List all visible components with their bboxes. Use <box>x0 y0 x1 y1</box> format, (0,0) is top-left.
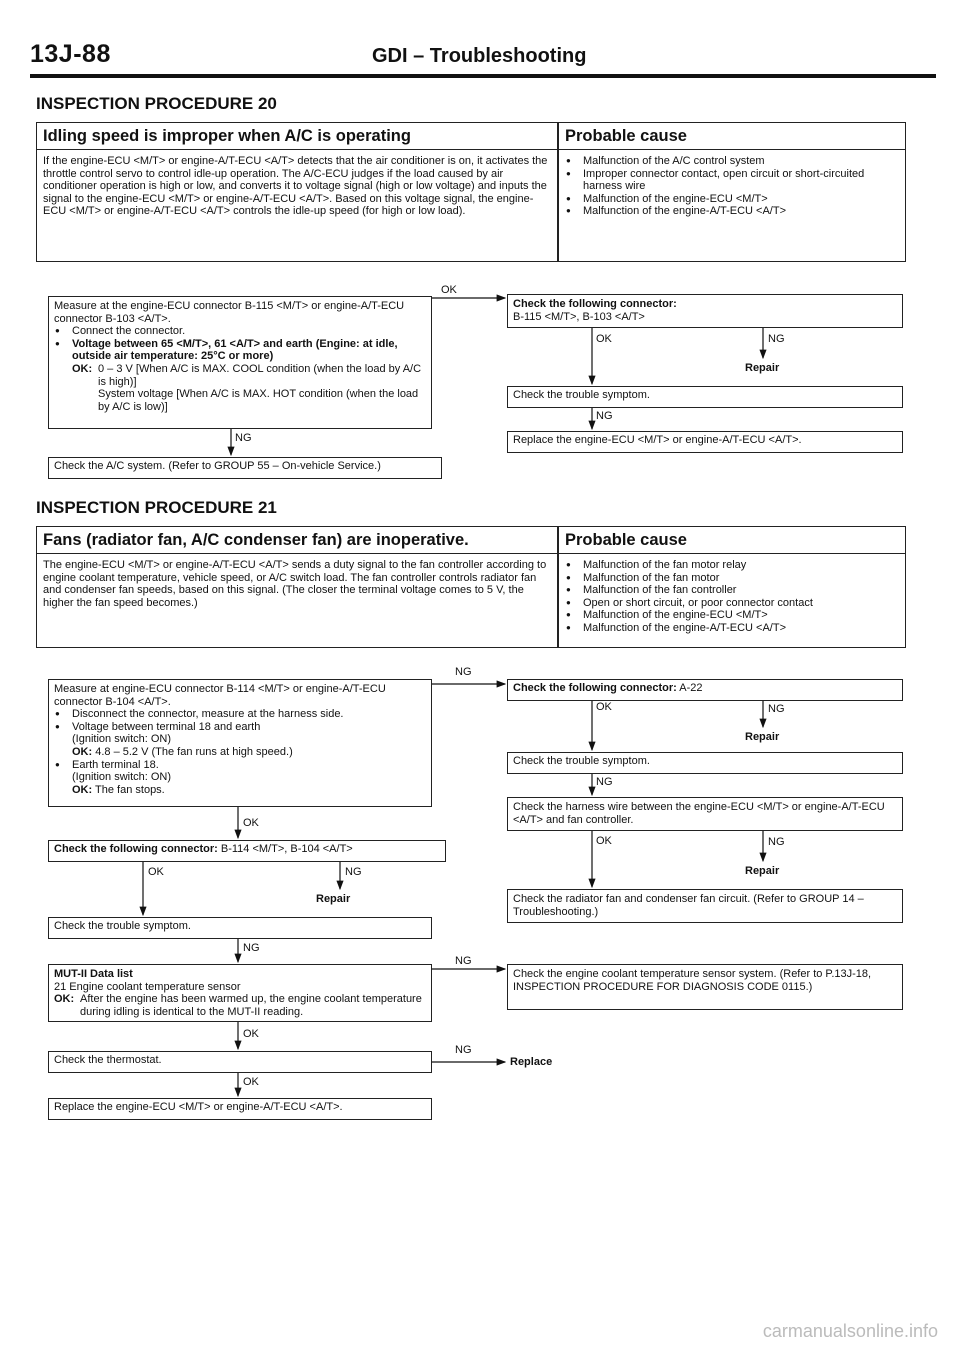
ok-label: OK <box>596 701 612 713</box>
ok-label: OK <box>441 284 457 296</box>
ng-label: NG <box>768 703 785 715</box>
probable-cause-title: Probable cause <box>559 527 905 554</box>
ok-label: OK <box>596 333 612 345</box>
cause-item: ● Malfunction of the engine-A/T-ECU <A/T> <box>565 622 899 635</box>
ok-label: OK <box>243 1028 259 1040</box>
ok-label: OK <box>596 835 612 847</box>
ng-label: NG <box>455 666 472 678</box>
cause-item: ● Malfunction of the fan motor <box>565 572 899 585</box>
check-harness-step: Check the harness wire between the engine-ECU <M/T> or engine-A/T-ECU <A/T> and fan controller. <box>507 797 903 831</box>
cause-item: ● Malfunction of the fan motor relay <box>565 559 899 572</box>
symptom-title: Idling speed is improper when A/C is operating <box>37 123 557 150</box>
ok-label: OK <box>148 866 164 878</box>
check-radiator-fan-step: Check the radiator fan and condenser fan circuit. (Refer to GROUP 14 – Troubleshooting.) <box>507 889 903 923</box>
check-trouble-step: Check the trouble symptom. <box>48 917 432 939</box>
check-trouble-step: Check the trouble symptom. <box>507 386 903 408</box>
check-connector-b114-step: Check the following connector: B-114 <M/T>, B-104 <A/T> <box>48 840 446 862</box>
check-coolant-sensor-step: Check the engine coolant temperature sensor system. (Refer to P.13J-18, INSPECTION PROCEDURE FOR DIAGNOSIS CODE 0115.) <box>507 964 903 1010</box>
check-ac-system-step: Check the A/C system. (Refer to GROUP 55 – On-vehicle Service.) <box>48 457 442 479</box>
page-number: 13J-88 <box>30 40 111 68</box>
repair-label: Repair <box>316 893 351 905</box>
repair-label: Repair <box>745 362 780 374</box>
ok-label: OK <box>243 1076 259 1088</box>
ng-label: NG <box>243 942 260 954</box>
ng-label: NG <box>596 410 613 422</box>
cause-item: ● Malfunction of the fan controller <box>565 584 899 597</box>
ng-label: NG <box>455 1044 472 1056</box>
replace-ecu-step: Replace the engine-ECU <M/T> or engine-A/T-ECU <A/T>. <box>507 431 903 453</box>
cause-item: ● Malfunction of the engine-ECU <M/T> <box>565 193 899 206</box>
symptom-title: Fans (radiator fan, A/C condenser fan) are inoperative. <box>37 527 557 554</box>
replace-label: Replace <box>510 1056 553 1068</box>
page-title: GDI – Troubleshooting <box>372 45 587 67</box>
replace-ecu-step: Replace the engine-ECU <M/T> or engine-A/T-ECU <A/T>. <box>48 1098 432 1120</box>
measure-voltage-step: Measure at the engine-ECU connector B-115 <M/T> or engine-A/T-ECU connector B-103 <A/T>. ● Connect the connector. ● Voltage between 65 <M/T>, 61 <A/T> and earth (Engine: at idle, outside air temperature: 25°C or more) OK: 0 – 3 V [When A/C is MAX. COOL condition (when the load by A/C is high)] System voltage [When A/C is MAX. HOT condition (when the load by A/C is low)] <box>48 296 432 429</box>
repair-label: Repair <box>745 865 780 877</box>
ng-label: NG <box>596 776 613 788</box>
check-connector-a22-step: Check the following connector: A-22 <box>507 679 903 701</box>
cause-item: ● Malfunction of the engine-A/T-ECU <A/T> <box>565 205 899 218</box>
ng-label: NG <box>768 333 785 345</box>
watermark: carmanualsonline.info <box>762 1321 938 1341</box>
symptom-description: If the engine-ECU <M/T> or engine-A/T-ECU <A/T> detects that the air conditioner is on, it activates the throttle control servo to control idle-up operation. The A/C-ECU judges if the load caused by air conditioner operation is high or low, and converts it to voltage signal (high or low voltage) and inputs the signal to the engine-ECU <M/T> or engine-A/T-ECU <A/T>. Based on this voltage signal, the engine-ECU <M/T> or engine-A/T-ECU <A/T> controls the idle-up speed (for high or low load). <box>43 155 548 218</box>
ok-label: OK <box>243 817 259 829</box>
ng-label: NG <box>768 836 785 848</box>
procedure-21-title: INSPECTION PROCEDURE 21 <box>36 498 277 517</box>
cause-item: ● Malfunction of the engine-ECU <M/T> <box>565 609 899 622</box>
ng-label: NG <box>235 432 252 444</box>
cause-item: ● Malfunction of the A/C control system <box>565 155 899 168</box>
measure-voltage-step: Measure at engine-ECU connector B-114 <M/T> or engine-A/T-ECU connector B-104 <A/T>. ● Disconnect the connector, measure at the harness side. ● Voltage between terminal 18 and earth (Ignition switch: ON) OK: 4.8 – 5.2 V (The fan runs at high speed.) ● Earth terminal 18. (Ignition switch: ON) OK: The fan stops. <box>48 679 432 807</box>
check-trouble-step: Check the trouble symptom. <box>507 752 903 774</box>
repair-label: Repair <box>745 731 780 743</box>
probable-cause-title: Probable cause <box>559 123 905 150</box>
check-connector-step: Check the following connector: B-115 <M/T>, B-103 <A/T> <box>507 294 903 328</box>
ng-label: NG <box>345 866 362 878</box>
cause-item: ● Open or short circuit, or poor connector contact <box>565 597 899 610</box>
cause-item: ● Improper connector contact, open circuit or short-circuited harness wire <box>565 168 899 193</box>
procedure-20-title: INSPECTION PROCEDURE 20 <box>36 94 277 113</box>
ng-label: NG <box>455 955 472 967</box>
check-thermostat-step: Check the thermostat. <box>48 1051 432 1073</box>
mut-data-list-step: MUT-II Data list 21 Engine coolant temperature sensor OK: After the engine has been warmed up, the engine coolant temperature during idling is identical to the MUT-II reading. <box>48 964 432 1022</box>
symptom-description: The engine-ECU <M/T> or engine-A/T-ECU <A/T> sends a duty signal to the fan controller according to engine coolant temperature, vehicle speed, or A/C switch load. The fan controller controls radiator fan and condenser fan speeds, based on this signal. (The closer the terminal voltage comes to 5 V, the higher the fan speed becomes.) <box>43 559 547 609</box>
